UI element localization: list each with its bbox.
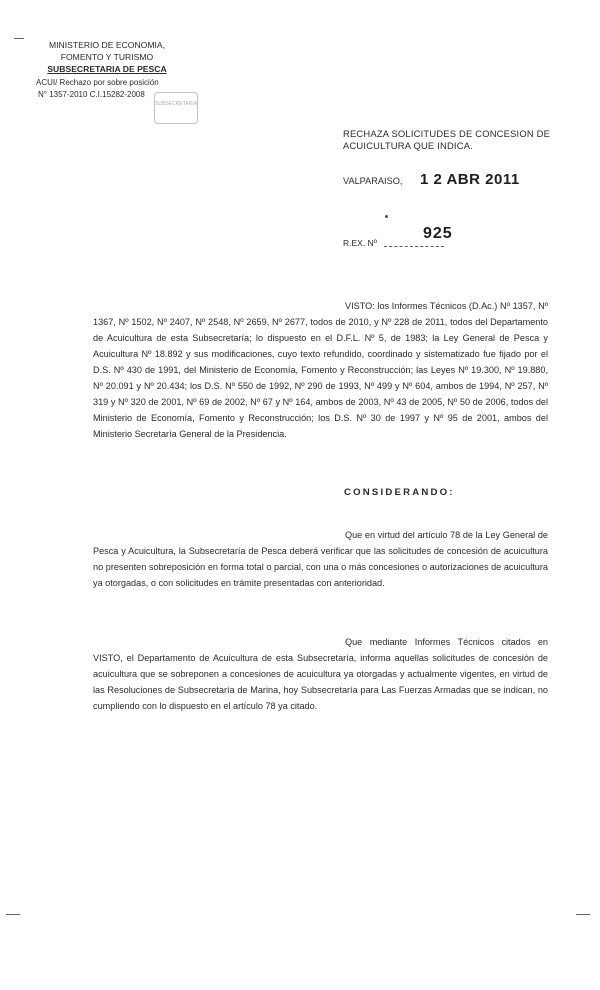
scan-mark-right	[576, 914, 590, 915]
reference-line: ACUI/ Rechazo por sobre posición	[36, 78, 159, 87]
resolution-number: 925	[423, 225, 453, 242]
considerando-paragraph-1: Que en virtud del artículo 78 de la Ley General de Pesca y Acuicultura, la Subsecretaría de Pesca deberá verificar que las solicitudes de concesión de acuicultura no presenten sobreposición en forma total o parcial, con una o más concesiones o autorizaciones de acuicultura ya otorgadas, o con solicitudes en trámite presentadas con anterioridad.	[93, 530, 548, 588]
scan-mark-left	[6, 914, 20, 915]
official-stamp: SUBSECRETARIA	[154, 92, 198, 124]
ministry-name: MINISTERIO DE ECONOMIA,	[48, 40, 166, 50]
visto-paragraph: VISTO: los Informes Técnicos (D.Ac.) Nº 1357, Nº 1367, Nº 1502, Nº 2407, Nº 2548, Nº 2659, Nº 2677, todos de 2010, y Nº 228 de 2011, todos del Departamento de Acuicultura de esta Subsecretaría; lo dispuesto en el D.F.L. Nº 5, de 1983; la Ley General de Pesca y Acuicultura Nº 18.892 y sus modificaciones, cuyo texto refundido, coordinado y sistematizado fue fijado por el D.S. Nº 430 de 1991, del Ministerio de Economía, Fomento y Reconstrucción; las Leyes Nº 19.300, Nº 19.880, Nº 20.091 y Nº 20.434; los D.S. Nº 550 de 1992, Nº 290 de 1993, Nº 499 y Nº 604, ambos de 1994, Nº 257, Nº 319 y Nº 320 de 2001, Nº 69 de 2002, Nº 67 y Nº 164, ambos de 2003, Nº 43 de 2005, Nº 50 de 2006, todos del Ministerio de Economía, Fomento y Reconstrucción; los D.S. Nº 30 de 1997 y Nº 95 de 2001, ambos del Ministerio Secretaría General de la Presidencia.	[93, 301, 548, 439]
document-subject: RECHAZA SOLICITUDES DE CONCESION DE ACUICULTURA QUE INDICA.	[343, 128, 551, 151]
considerando-paragraph-2: Que mediante Informes Técnicos citados en VISTO, el Departamento de Acuicultura de esta Subsecretaría, informa aquellas solicitudes de concesión de acuicultura que se sobreponen a concesiones de acuicultura ya otorgadas y actualmente vigentes, en virtud de las Resoluciones de Subsecretaría de Marina, hoy Subsecretaría para Las Fuerzas Armadas que se indican, no cumpliendo con lo dispuesto en el artículo 78 ya citado.	[93, 637, 548, 711]
place-label: VALPARAISO,	[343, 176, 403, 186]
dot-mark	[385, 215, 388, 218]
resolution-label: R.EX. Nº	[343, 238, 377, 248]
date-stamp: 1 2 ABR 2011	[420, 171, 520, 188]
considerando-heading: CONSIDERANDO:	[344, 487, 455, 498]
scan-mark-top	[14, 38, 24, 39]
ministry-subname: FOMENTO Y TURISMO	[60, 52, 154, 62]
subsecretariat-name: SUBSECRETARIA DE PESCA	[47, 64, 167, 74]
file-number: N° 1357-2010 C.I.15282-2008	[38, 90, 145, 99]
number-underline	[384, 246, 444, 247]
